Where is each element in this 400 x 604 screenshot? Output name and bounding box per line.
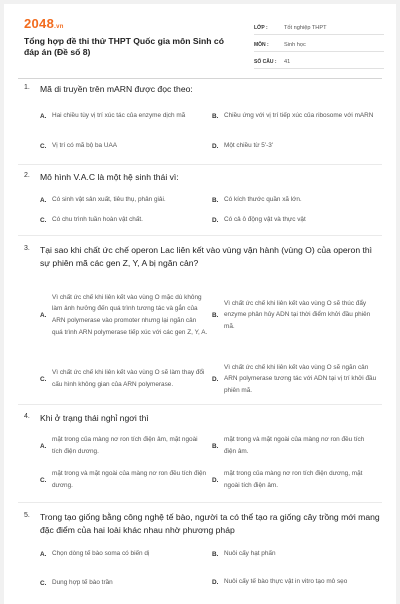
option-b[interactable] (212, 434, 378, 458)
exam-page (4, 4, 396, 604)
option-text: Có sinh vật sản xuất, tiêu thụ, phân giải. (52, 196, 166, 204)
option-a[interactable] (40, 279, 208, 351)
option-d[interactable] (212, 468, 378, 492)
option-letter: C. (40, 375, 47, 383)
option-letter: A. (40, 112, 47, 120)
option-a[interactable] (40, 194, 200, 206)
option-c[interactable] (40, 577, 208, 589)
question-number: 2. (24, 172, 30, 179)
option-text: Chọn dòng tế bào soma có biến dị (52, 550, 150, 558)
site-logo[interactable] (24, 16, 64, 31)
option-c[interactable] (40, 468, 208, 492)
option-c[interactable] (40, 361, 208, 397)
exam-meta (254, 18, 384, 69)
meta-row-subject (254, 35, 384, 52)
option-text: mặt trong và mặt ngoài của màng nơ ron đều tích điện dương. (52, 470, 207, 489)
option-text: Vì chất ức chế khi liên kết vào vùng O mặc dù không làm ảnh hưởng đến quá trình tương tác và gắn của ARN polymerase vào promoter nhưng lại ngăn cản quá trình ARN polymerase tiếp xúc với các gen Z, Y, A. (52, 293, 208, 336)
option-letter: D. (212, 142, 219, 150)
question-text: Mã di truyền trên mARN được đọc theo: (40, 84, 193, 94)
option-b[interactable] (212, 104, 378, 128)
option-letter: B. (212, 442, 219, 450)
exam-title: Tổng hợp đề thi thử THPT Quốc gia môn Sinh có đáp án (Đề số 8) (24, 36, 224, 57)
option-text: Vì chất ức chế khi liên kết vào vùng O sẽ thúc đẩy enzyme phân hủy ADN tại thời điểm khởi đầu phiên mã. (224, 299, 371, 330)
question-text: Khi ở trạng thái nghỉ ngơi thì (40, 413, 149, 423)
meta-row-grade (254, 18, 384, 35)
meta-value: Tốt nghiệp THPT (284, 25, 327, 31)
meta-label: SỐ CÂU : (254, 59, 277, 65)
option-text: Nuôi cấy hạt phấn (224, 550, 276, 558)
option-text: mặt trong của màng nơ ron tích điện âm, mặt ngoài tích điện dương. (52, 436, 198, 455)
question-divider (18, 235, 382, 236)
option-text: Có chu trình tuần hoàn vật chất. (52, 216, 143, 224)
option-text: Vì chất ức chế khi liên kết vào vùng O sẽ làm thay đổi cấu hình không gian của ARN polymerase. (52, 369, 205, 388)
option-c[interactable] (40, 214, 200, 226)
meta-label: MÔN : (254, 42, 269, 48)
option-letter: C. (40, 216, 47, 224)
question-divider (18, 164, 382, 165)
option-d[interactable] (212, 570, 378, 594)
option-letter: C. (40, 142, 47, 150)
option-letter: B. (212, 112, 219, 120)
option-letter: A. (40, 196, 47, 204)
option-text: Nuôi cấy tế bào thực vật in vitro tạo mô sẹo (224, 578, 348, 586)
option-letter: D. (212, 578, 219, 586)
question-divider (18, 404, 382, 405)
option-letter: D. (212, 216, 219, 224)
option-letter: A. (40, 442, 47, 450)
option-text: Dung hợp tế bào trần (52, 579, 113, 587)
option-text: Hai chiều tùy vị trí xúc tác của enzyme dịch mã (52, 112, 186, 120)
option-letter: B. (212, 550, 219, 558)
question-number: 3. (24, 245, 30, 252)
option-a[interactable] (40, 434, 208, 458)
option-a[interactable] (40, 104, 200, 128)
meta-row-count (254, 52, 384, 69)
option-text: mặt trong của màng nơ ron tích điện dương, mặt ngoài tích điện âm. (224, 470, 363, 489)
question-number: 5. (24, 512, 30, 519)
option-text: Có cả ô động vật và thực vật (224, 216, 306, 224)
meta-value: 41 (284, 59, 291, 65)
logo-text: 2048 (24, 16, 55, 31)
option-letter: B. (212, 196, 219, 204)
option-text: Có kích thước quần xã lớn. (224, 196, 302, 204)
option-letter: A. (40, 550, 47, 558)
question-text: Mô hình V.A.C là một hệ sinh thái vì: (40, 172, 179, 182)
option-text: Chiều ứng với vị trí tiếp xúc của ribosome với mARN (224, 112, 374, 120)
question-divider (18, 502, 382, 503)
option-a[interactable] (40, 548, 208, 560)
option-letter: C. (40, 579, 47, 587)
option-text: mặt trong và mặt ngoài của màng nơ ron đều tích điện âm. (224, 436, 365, 455)
option-text: Vì chất ức chế khi liên kết vào vùng O sẽ ngăn cản ARN polymerase tương tác với ADN tại vị trí khởi đầu phiên mã. (224, 363, 377, 394)
option-letter: A. (40, 311, 47, 319)
option-text: Vị trí có mã bộ ba UAA (52, 142, 117, 150)
option-letter: B. (212, 311, 219, 319)
option-d[interactable] (212, 214, 378, 226)
option-b[interactable] (212, 194, 378, 206)
meta-value: Sinh học (284, 42, 306, 48)
question-text: Tại sao khi chất ức chế operon Lac liên kết vào vùng vận hành (vùng O) của operon thì sự phiên mã các gen Z, Y, A bị ngăn cản? (40, 245, 373, 268)
question-number: 1. (24, 84, 30, 91)
option-c[interactable] (40, 139, 200, 153)
option-letter: D. (212, 375, 219, 383)
exam-header (4, 4, 396, 76)
question-number: 4. (24, 413, 30, 420)
option-d[interactable] (212, 361, 378, 397)
option-d[interactable] (212, 139, 378, 153)
option-letter: D. (212, 476, 219, 484)
meta-label: LỚP : (254, 25, 268, 31)
option-b[interactable] (212, 291, 378, 339)
question-text: Trong tạo giống bằng công nghệ tế bào, người ta có thể tạo ra giống cây trồng mới mang đặc điểm của hai loài khác nhau nhờ phương pháp (40, 512, 380, 535)
option-b[interactable] (212, 548, 378, 560)
header-divider (18, 78, 382, 79)
option-text: Một chiều từ 5'-3' (224, 142, 273, 150)
logo-suffix: .vn (54, 24, 64, 30)
option-letter: C. (40, 476, 47, 484)
